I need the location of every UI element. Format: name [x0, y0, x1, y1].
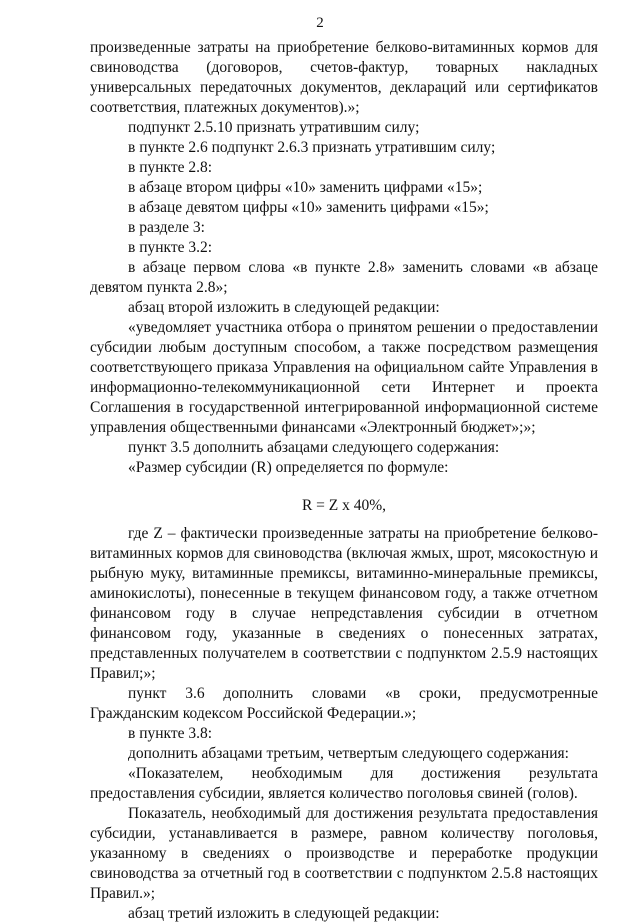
paragraph: абзац второй изложить в следующей редакции: [128, 299, 440, 316]
document-body [90, 38, 598, 924]
paragraph: в пункте 3.2: [128, 239, 213, 256]
paragraph: в абзаце девятом цифры «10» заменить цифрами «15»; [128, 199, 489, 216]
paragraph: в пункте 2.8: [128, 159, 213, 176]
paragraphs-after [90, 524, 598, 924]
paragraph: «Размер субсидии (R) определяется по формуле: [128, 459, 449, 476]
paragraph: в разделе 3: [128, 219, 205, 236]
paragraph: пункт 3.6 дополнить словами «в сроки, предусмотренные Гражданским кодексом Российской Федерации.»; [90, 685, 598, 722]
paragraph: в пункте 2.6 подпункт 2.6.3 признать утратившим силу; [128, 139, 496, 156]
paragraphs-before [90, 38, 598, 478]
paragraph: подпункт 2.5.10 признать утратившим силу; [128, 119, 420, 136]
paragraph: пункт 3.5 дополнить абзацами следующего содержания: [128, 439, 500, 456]
paragraph: в абзаце втором цифры «10» заменить цифрами «15»; [128, 179, 483, 196]
paragraph: «уведомляет участника отбора о принятом решении о предоставлении субсидии любым доступным способом, а также посредством размещения соответствующего приказа Управления на официальном сайте Управления в информационно-телекоммуникационной сети Интернет и проекта Соглашения в государственной интегрированной информационной системе управления общественными финансами «Электронный бюджет»;»; [90, 319, 598, 436]
paragraph: абзац третий изложить в следующей редакции: [128, 905, 440, 922]
formula: R = Z x 40%, [301, 497, 387, 514]
paragraph: произведенные затраты на приобретение белково-витаминных кормов для свиноводства (договоров, счетов-фактур, товарных накладных универсальных передаточных документов, деклараций или сертификатов соответствия, платежных документов).»; [90, 39, 598, 116]
paragraph: дополнить абзацами третьим, четвертым следующего содержания: [128, 745, 569, 762]
paragraph: Показатель, необходимый для достижения результата предоставления субсидии, устанавливается в размере, равном количеству поголовья, указанному в сведениях о производстве и переработке продукции свиноводства за отчетный год в соответствии с подпунктом 2.5.8 настоящих Правил.»; [90, 805, 598, 902]
paragraph: в абзаце первом слова «в пункте 2.8» заменить словами «в абзаце девятом пункта 2.8»; [90, 259, 598, 296]
paragraph: где Z – фактически произведенные затраты на приобретение белково-витаминных кормов для свиноводства (включая жмых, шрот, мясокостную и рыбную муку, витаминные премиксы, витаминно-минеральные премиксы, аминокислоты), понесенные в текущем финансовом году, а также отчетном финансовом году в случае непредставления субсидии в отчетном финансовом году, указанные в сведениях о понесенных затратах, представленных получателем в соответствии с подпунктом 2.5.9 настоящих Правил;»; [90, 525, 598, 682]
paragraph: в пункте 3.8: [128, 725, 213, 742]
paragraph: «Показателем, необходимым для достижения результата предоставления субсидии, является количество поголовья свиней (голов). [90, 765, 598, 802]
page-number: 2 [316, 15, 324, 31]
